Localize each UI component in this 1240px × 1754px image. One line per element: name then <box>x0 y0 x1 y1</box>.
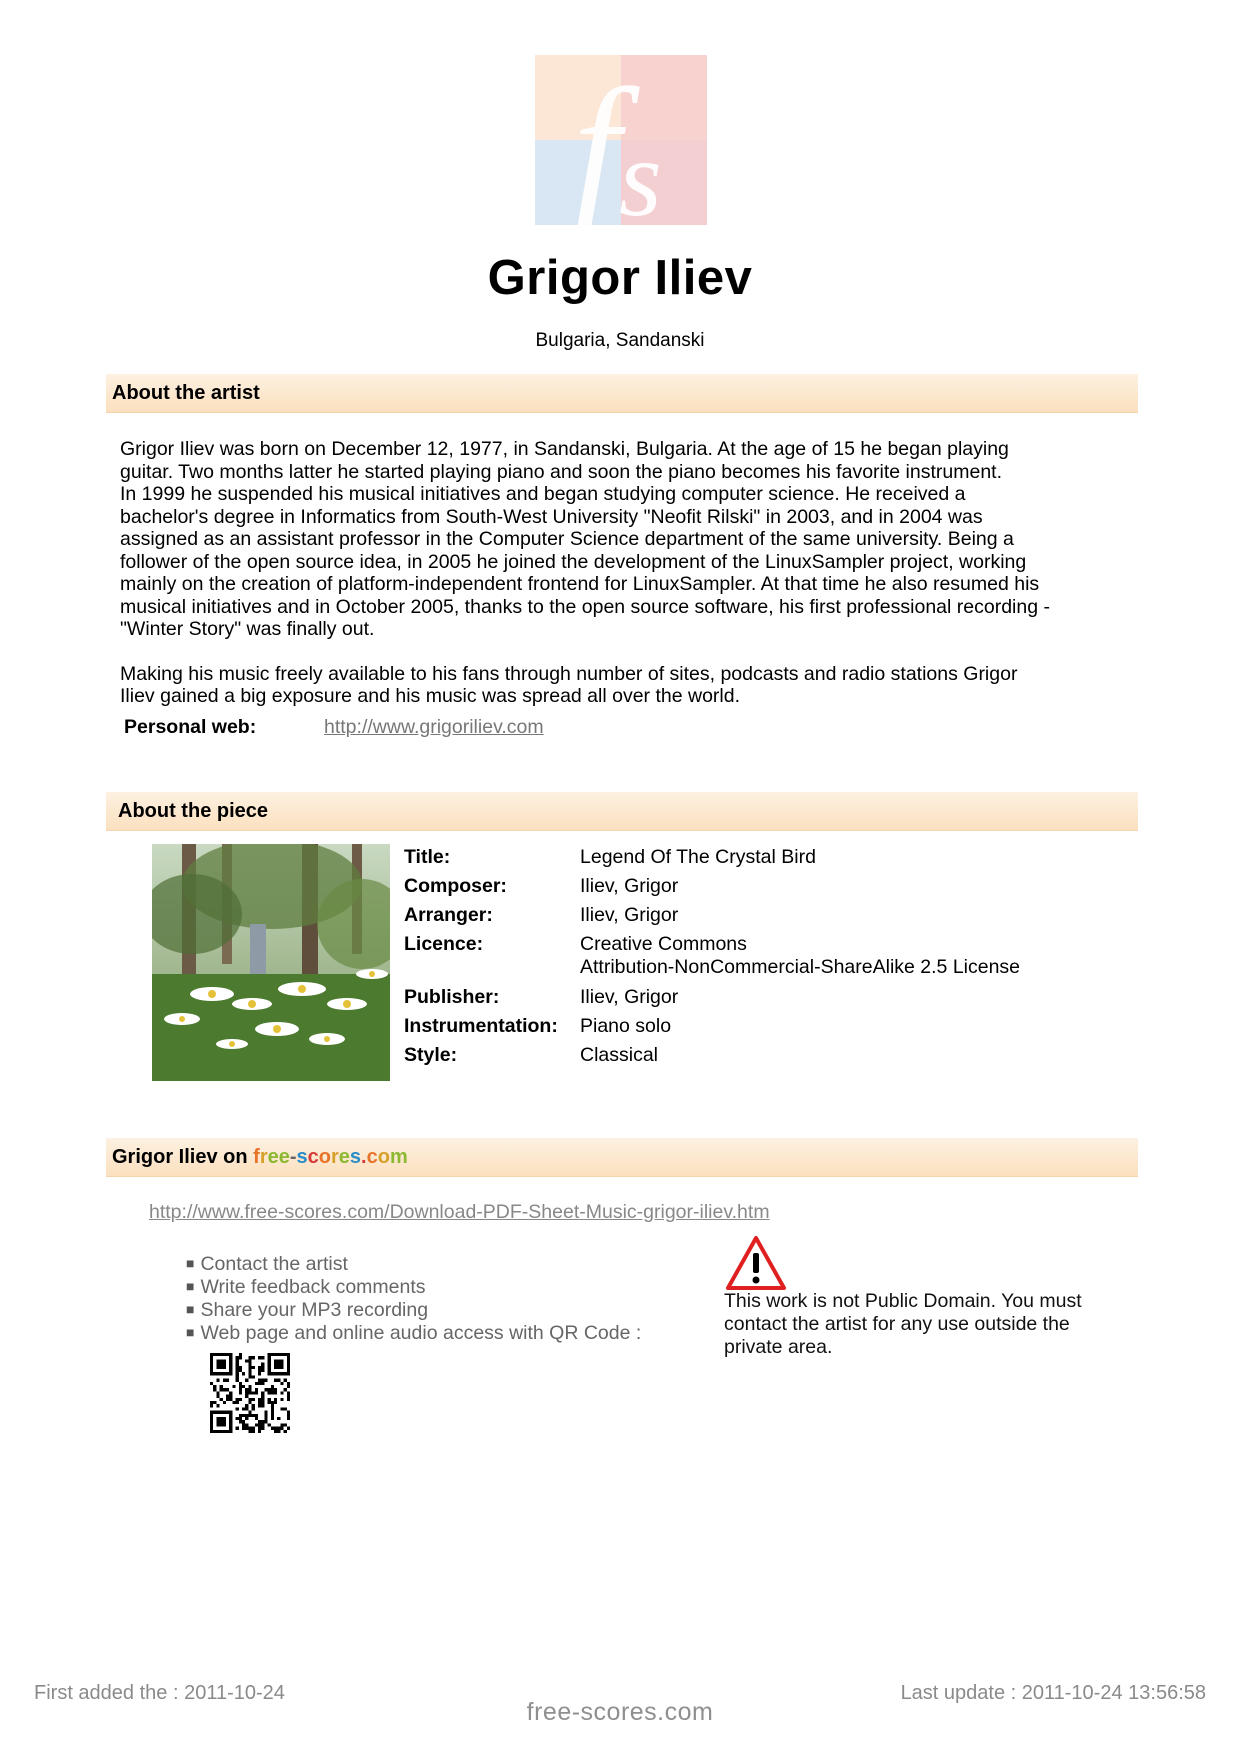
bio-line: "Winter Story" was finally out. <box>120 618 375 640</box>
qr-code-icon[interactable] <box>210 1353 290 1433</box>
first-added-date: First added the : 2011-10-24 <box>34 1682 285 1704</box>
bio-line: bachelor's degree in Informatics from South-West University "Neofit Rilski" in 2003, and in 2004 was <box>120 505 983 528</box>
arranger-label: Arranger: <box>404 904 493 926</box>
qr-code-access-link[interactable] <box>186 1322 641 1345</box>
link-label: Write feedback comments <box>200 1276 426 1298</box>
last-update-date: Last update : 2011-10-24 13:56:58 <box>900 1682 1206 1704</box>
bullet-square-icon: ■ <box>186 1324 195 1340</box>
artist-biography <box>120 438 1130 708</box>
free-scores-section-header <box>106 1138 1138 1177</box>
free-scores-heading-prefix: Grigor Iliev on <box>112 1146 254 1168</box>
arranger-value: Iliev, Grigor <box>580 904 679 926</box>
link-label: Web page and online audio access with QR Code : <box>200 1322 642 1344</box>
contact-artist-link[interactable] <box>186 1253 348 1276</box>
free-scores-heading <box>112 1146 408 1169</box>
piece-cover-photo <box>152 844 390 1081</box>
link-label: Contact the artist <box>200 1253 348 1275</box>
licence-label: Licence: <box>404 933 484 955</box>
bullet-square-icon: ■ <box>186 1301 195 1317</box>
bio-line: Iliev gained a big exposure and his music was spread all over the world. <box>120 685 741 707</box>
title-label: Title: <box>404 846 451 868</box>
free-scores-brand: free-scores.com <box>253 1146 408 1168</box>
bio-line: assigned as an assistant professor in the Computer Science department of the same university. Being a <box>120 528 1014 550</box>
publisher-value: Iliev, Grigor <box>580 986 679 1008</box>
svg-text:f: f <box>573 55 621 225</box>
bio-line: In 1999 he suspended his musical initiatives and began studying computer science. He received a <box>120 483 966 505</box>
bio-line: mainly on the creation of platform-independent frontend for LinuxSampler. At that time he also resumed his <box>120 573 1040 595</box>
personal-web-link[interactable]: http://www.grigoriliev.com <box>324 716 544 738</box>
bio-line: guitar. Two months latter he started playing piano and soon the piano becomes his favorite instrument. <box>120 460 1002 483</box>
bullet-square-icon: ■ <box>186 1278 195 1294</box>
footer-free-scores-logo: free-scores.com <box>526 1698 714 1726</box>
copyright-warning-text: This work is not Public Domain. You must contact the artist for any use outside the private area. <box>724 1290 1082 1358</box>
about-piece-heading: About the piece <box>118 800 269 822</box>
free-scores-artist-page-link[interactable]: http://www.free-scores.com/Download-PDF-Sheet-Music-grigor-iliev.htm <box>149 1201 770 1223</box>
composer-value: Iliev, Grigor <box>580 875 679 897</box>
style-value: Classical <box>580 1044 659 1066</box>
link-label: Share your MP3 recording <box>200 1299 429 1321</box>
title-value: Legend Of The Crystal Bird <box>580 846 816 868</box>
artist-name-heading: Grigor Iliev <box>487 251 753 305</box>
about-artist-section-header <box>106 374 1138 413</box>
bio-line: Grigor Iliev was born on December 12, 1977, in Sandanski, Bulgaria. At the age of 15 he began playing <box>120 438 1009 460</box>
share-mp3-link[interactable] <box>186 1299 428 1322</box>
licence-value: Creative Commons <box>580 933 747 955</box>
bullet-square-icon: ■ <box>186 1255 195 1271</box>
about-piece-section-header <box>106 792 1138 831</box>
bio-line: musical initiatives and in October 2005, thanks to the open source software, his first professional recording - <box>120 595 1050 618</box>
personal-web-label: Personal web: <box>124 716 257 738</box>
warning-triangle-icon <box>725 1235 787 1291</box>
instrumentation-value: Piano solo <box>580 1015 672 1037</box>
bio-line: follower of the open source idea, in 2005 he joined the development of the LinuxSampler project, working <box>120 550 1027 573</box>
composer-label: Composer: <box>404 875 507 897</box>
free-scores-logo <box>535 55 707 225</box>
bio-paragraph-1 <box>120 438 1130 641</box>
about-artist-heading: About the artist <box>112 382 260 404</box>
artist-location: Bulgaria, Sandanski <box>535 330 705 351</box>
publisher-label: Publisher: <box>404 986 500 1008</box>
bio-paragraph-2 <box>120 663 1130 708</box>
style-label: Style: <box>404 1044 458 1066</box>
instrumentation-label: Instrumentation: <box>404 1015 558 1037</box>
bio-line: Making his music freely available to his fans through number of sites, podcasts and radio stations Grigor <box>120 662 1018 685</box>
licence-value-line2: Attribution-NonCommercial-ShareAlike 2.5 License <box>580 956 1021 978</box>
write-feedback-link[interactable] <box>186 1276 426 1299</box>
svg-text:s: s <box>619 117 662 225</box>
